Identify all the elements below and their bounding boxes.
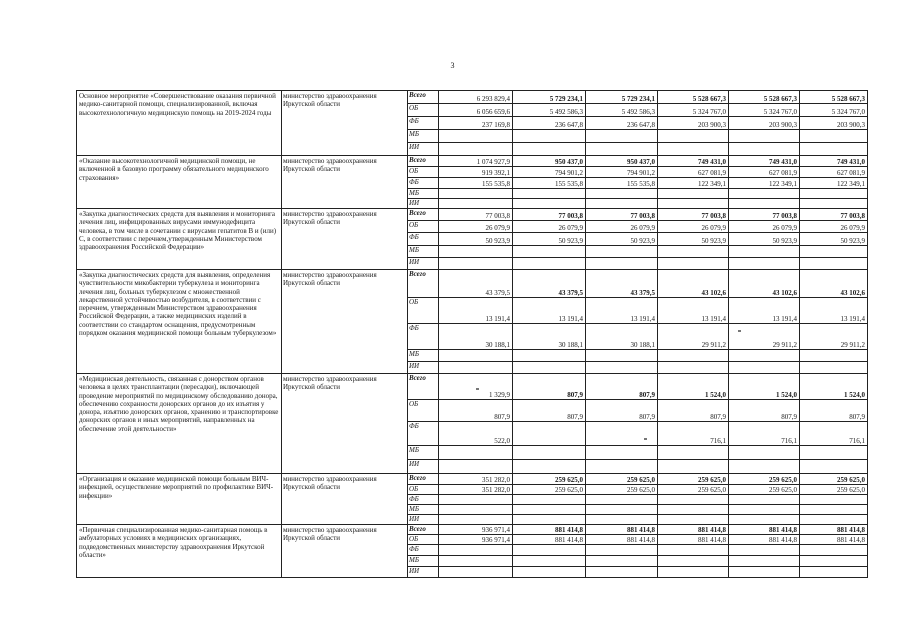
amount-cell: 259 625,0 (513, 485, 586, 495)
amount-cell: 259 625,0 (800, 485, 868, 495)
amount-cell (729, 505, 800, 515)
amount-cell: 807,9 (513, 374, 586, 400)
amount-cell: 50 923,9 (439, 233, 513, 246)
amount-cell (586, 505, 658, 515)
funding-source-ii: ИИ (408, 199, 439, 209)
amount-cell: 77 003,8 (729, 209, 800, 221)
amount-cell (513, 567, 586, 578)
amount-cell (658, 362, 729, 374)
funding-source-ob: ОБ (408, 298, 439, 324)
executor-cell: министерство здравоохранения Иркутской области (282, 209, 408, 270)
amount-cell: 43 102,6 (800, 270, 868, 298)
amount-cell: 881 414,8 (729, 535, 800, 545)
table-row (77, 525, 868, 535)
amount-cell: 13 191,4 (513, 298, 586, 324)
amount-cell (800, 199, 868, 209)
amount-cell (439, 143, 513, 156)
amount-cell: 26 079,9 (729, 221, 800, 233)
funding-source-ob: ОБ (408, 104, 439, 117)
table-row (77, 91, 868, 104)
amount-cell: 50 923,9 (800, 233, 868, 246)
activity-description: «Оказание высокотехнологичной медицинской помощи, не включенной в базовую программу обязательного медицинского страхования» (77, 156, 282, 209)
table-row (77, 474, 868, 485)
amount-cell: 749 431,0 (658, 156, 729, 167)
amount-cell (439, 446, 513, 460)
amount-cell: 881 414,8 (800, 535, 868, 545)
amount-cell (729, 143, 800, 156)
amount-cell (439, 258, 513, 270)
amount-cell: 259 625,0 (658, 485, 729, 495)
amount-cell: 122 349,1 (658, 178, 729, 189)
amount-cell (658, 515, 729, 525)
amount-cell (729, 258, 800, 270)
amount-cell: 203 900,3 (729, 117, 800, 130)
funding-source-total: Всего (408, 525, 439, 535)
amount-cell (658, 189, 729, 199)
amount-cell: 919 392,1 (439, 167, 513, 178)
funding-source-ob: ОБ (408, 167, 439, 178)
amount-cell: 1 524,0 (658, 374, 729, 400)
funding-source-ii: ИИ (408, 460, 439, 474)
activity-description: «Первичная специализированная медико-санитарная помощь в амбулаторных условиях в медицинских организациях, подведомственных министерству здравоохранения Иркутской области» (77, 525, 282, 578)
amount-cell: 50 923,9 (729, 233, 800, 246)
amount-cell (586, 350, 658, 362)
amount-cell: 155 535,8 (439, 178, 513, 189)
amount-cell: 155 535,8 (586, 178, 658, 189)
amount-cell: 5 729 234,1 (586, 91, 658, 104)
table-row (77, 156, 868, 167)
funding-source-mb: МБ (408, 505, 439, 515)
amount-cell (800, 246, 868, 258)
amount-cell: 807,9 (800, 400, 868, 422)
amount-cell: 236 647,8 (513, 117, 586, 130)
amount-cell: 936 971,4 (439, 525, 513, 535)
amount-cell: 26 079,9 (586, 221, 658, 233)
amount-cell (729, 567, 800, 578)
amount-cell: 5 528 667,3 (729, 91, 800, 104)
amount-cell (513, 460, 586, 474)
scan-speck (738, 330, 741, 332)
amount-cell: 794 901,2 (586, 167, 658, 178)
amount-cell: 351 282,0 (439, 474, 513, 485)
amount-cell: 236 647,8 (586, 117, 658, 130)
funding-source-ii: ИИ (408, 143, 439, 156)
amount-cell: 950 437,0 (513, 156, 586, 167)
amount-cell (513, 350, 586, 362)
amount-cell: 351 282,0 (439, 485, 513, 495)
amount-cell (513, 545, 586, 556)
amount-cell: 627 081,9 (729, 167, 800, 178)
amount-cell: 43 379,5 (586, 270, 658, 298)
amount-cell: 6 056 659,6 (439, 104, 513, 117)
scan-speck (476, 388, 479, 390)
funding-source-fb: ФБ (408, 324, 439, 350)
amount-cell (513, 515, 586, 525)
amount-cell: 122 349,1 (729, 178, 800, 189)
amount-cell (586, 460, 658, 474)
amount-cell: 43 379,5 (439, 270, 513, 298)
amount-cell: 29 911,2 (658, 324, 729, 350)
amount-cell: 29 911,2 (729, 324, 800, 350)
funding-source-ii: ИИ (408, 362, 439, 374)
funding-source-fb: ФБ (408, 178, 439, 189)
amount-cell (729, 246, 800, 258)
amount-cell: 5 729 234,1 (513, 91, 586, 104)
amount-cell: 1 329,9 (439, 374, 513, 400)
amount-cell (513, 189, 586, 199)
funding-source-mb: МБ (408, 556, 439, 567)
amount-cell: 26 079,9 (658, 221, 729, 233)
amount-cell: 881 414,8 (513, 535, 586, 545)
amount-cell: 881 414,8 (729, 525, 800, 535)
funding-source-fb: ФБ (408, 233, 439, 246)
amount-cell: 77 003,8 (586, 209, 658, 221)
amount-cell: 30 188,1 (439, 324, 513, 350)
amount-cell (729, 362, 800, 374)
page-number: 3 (450, 61, 455, 70)
amount-cell: 30 188,1 (586, 324, 658, 350)
amount-cell: 881 414,8 (513, 525, 586, 535)
amount-cell: 794 901,2 (513, 167, 586, 178)
amount-cell (586, 143, 658, 156)
amount-cell: 1 074 927,9 (439, 156, 513, 167)
amount-cell (658, 258, 729, 270)
amount-cell: 30 188,1 (513, 324, 586, 350)
amount-cell (800, 567, 868, 578)
executor-cell: министерство здравоохранения Иркутской области (282, 474, 408, 525)
amount-cell (729, 556, 800, 567)
amount-cell (586, 362, 658, 374)
amount-cell: 807,9 (729, 400, 800, 422)
amount-cell: 13 191,4 (729, 298, 800, 324)
funding-source-ob: ОБ (408, 485, 439, 495)
amount-cell (800, 556, 868, 567)
amount-cell (800, 130, 868, 143)
funding-source-total: Всего (408, 374, 439, 400)
executor-cell: министерство здравоохранения Иркутской области (282, 91, 408, 156)
amount-cell: 50 923,9 (658, 233, 729, 246)
amount-cell: 950 437,0 (586, 156, 658, 167)
funding-source-ii: ИИ (408, 258, 439, 270)
amount-cell: 807,9 (586, 374, 658, 400)
activity-description: Основное мероприятие «Совершенствование оказания первичной медико-санитарной помощи, специализированной, включая высокотехнологичную медицинскую помощь на 2019-2024 годы (77, 91, 282, 156)
amount-cell: 807,9 (513, 400, 586, 422)
funding-source-mb: МБ (408, 446, 439, 460)
amount-cell (586, 556, 658, 567)
budget-table (76, 90, 868, 578)
amount-cell: 716,1 (658, 422, 729, 446)
amount-cell (439, 515, 513, 525)
amount-cell: 43 102,6 (658, 270, 729, 298)
amount-cell: 881 414,8 (800, 525, 868, 535)
amount-cell (729, 460, 800, 474)
amount-cell (439, 556, 513, 567)
amount-cell: 716,1 (729, 422, 800, 446)
amount-cell: 50 923,9 (586, 233, 658, 246)
funding-source-fb: ФБ (408, 117, 439, 130)
funding-source-mb: МБ (408, 130, 439, 143)
amount-cell (513, 362, 586, 374)
amount-cell (658, 246, 729, 258)
funding-source-total: Всего (408, 270, 439, 298)
amount-cell: 259 625,0 (800, 474, 868, 485)
amount-cell (800, 143, 868, 156)
amount-cell (729, 350, 800, 362)
amount-cell (586, 199, 658, 209)
amount-cell (800, 446, 868, 460)
table-row (77, 209, 868, 221)
amount-cell (729, 189, 800, 199)
amount-cell: 749 431,0 (729, 156, 800, 167)
amount-cell: 77 003,8 (800, 209, 868, 221)
amount-cell (586, 515, 658, 525)
amount-cell: 259 625,0 (729, 485, 800, 495)
funding-source-mb: МБ (408, 350, 439, 362)
amount-cell: 807,9 (586, 400, 658, 422)
funding-source-ii: ИИ (408, 567, 439, 578)
amount-cell (586, 545, 658, 556)
executor-cell: министерство здравоохранения Иркутской области (282, 374, 408, 474)
amount-cell: 259 625,0 (586, 485, 658, 495)
table-row (77, 374, 868, 400)
amount-cell (658, 130, 729, 143)
funding-source-ob: ОБ (408, 535, 439, 545)
funding-source-mb: МБ (408, 246, 439, 258)
amount-cell (586, 567, 658, 578)
amount-cell (586, 246, 658, 258)
amount-cell: 5 324 767,0 (800, 104, 868, 117)
amount-cell (729, 446, 800, 460)
amount-cell: 13 191,4 (439, 298, 513, 324)
amount-cell: 26 079,9 (439, 221, 513, 233)
amount-cell (439, 246, 513, 258)
executor-cell: министерство здравоохранения Иркутской области (282, 270, 408, 374)
amount-cell: 5 528 667,3 (800, 91, 868, 104)
activity-description: «Организация и оказание медицинской помощи больным ВИЧ-инфекцией, осуществление мероприятий по профилактике ВИЧ-инфекции» (77, 474, 282, 525)
amount-cell: 936 971,4 (439, 535, 513, 545)
amount-cell: 259 625,0 (729, 474, 800, 485)
amount-cell (800, 545, 868, 556)
amount-cell: 155 535,8 (513, 178, 586, 189)
funding-source-ob: ОБ (408, 400, 439, 422)
amount-cell: 1 524,0 (729, 374, 800, 400)
table-row (77, 270, 868, 298)
activity-description: «Закупка диагностических средств для выявления и мониторинга лечения лиц, инфицированных вирусами иммунодефицита человека, в том числе в сочетании с вирусами гепатитов В и (или) С, в соответствии с перечнем,утвержденным Министерством здравоохранения Российской Федерации» (77, 209, 282, 270)
amount-cell: 13 191,4 (800, 298, 868, 324)
amount-cell (439, 199, 513, 209)
amount-cell (800, 460, 868, 474)
amount-cell: 13 191,4 (586, 298, 658, 324)
amount-cell (586, 258, 658, 270)
amount-cell: 807,9 (439, 400, 513, 422)
amount-cell: 259 625,0 (658, 474, 729, 485)
amount-cell: 881 414,8 (586, 535, 658, 545)
amount-cell (800, 189, 868, 199)
amount-cell (800, 495, 868, 505)
amount-cell (800, 362, 868, 374)
activity-description: «Медицинская деятельность, связанная с донорством органов человека в целях трансплантации (пересадки), включающей проведение мероприятий по медицинскому обследованию донора, обеспечению сохранности донорских органов до их изъятия у донора, изъятию донорских органов, хранению и транспортировке донорских органов и иных мероприятий, направленных на обеспечение этой деятельности» (77, 374, 282, 474)
amount-cell: 5 492 586,3 (586, 104, 658, 117)
activity-description: «Закупка диагностических средств для выявления, определения чувствительности микобактерии туберкулеза и мониторинга лечения лиц, больных туберкулезом с множественной лекарственной устойчивостью возбудителя, в соответствии с перечнем, утвержденным Министерством здравоохранения Российской Федерации, а также медицинских изделий в соответствии со стандартом оснащения, предусмотренным порядком оказания медицинской помощи больным туберкулезом» (77, 270, 282, 374)
funding-source-ii: ИИ (408, 515, 439, 525)
executor-cell: министерство здравоохранения Иркутской области (282, 525, 408, 578)
amount-cell: 5 492 586,3 (513, 104, 586, 117)
amount-cell (586, 446, 658, 460)
amount-cell (658, 567, 729, 578)
amount-cell: 881 414,8 (658, 525, 729, 535)
amount-cell (513, 495, 586, 505)
amount-cell (439, 545, 513, 556)
amount-cell: 77 003,8 (658, 209, 729, 221)
amount-cell: 259 625,0 (513, 474, 586, 485)
amount-cell (513, 556, 586, 567)
amount-cell (513, 130, 586, 143)
amount-cell: 1 524,0 (800, 374, 868, 400)
amount-cell: 627 081,9 (658, 167, 729, 178)
funding-source-mb: МБ (408, 189, 439, 199)
amount-cell (439, 189, 513, 199)
amount-cell: 5 324 767,0 (658, 104, 729, 117)
amount-cell (729, 495, 800, 505)
funding-source-fb: ФБ (408, 545, 439, 556)
amount-cell (729, 515, 800, 525)
amount-cell: 716,1 (800, 422, 868, 446)
amount-cell (439, 505, 513, 515)
amount-cell: 77 003,8 (439, 209, 513, 221)
amount-cell: 26 079,9 (513, 221, 586, 233)
amount-cell: 881 414,8 (586, 525, 658, 535)
amount-cell: 13 191,4 (658, 298, 729, 324)
amount-cell (658, 505, 729, 515)
amount-cell (729, 130, 800, 143)
amount-cell (439, 362, 513, 374)
amount-cell (586, 189, 658, 199)
funding-source-total: Всего (408, 474, 439, 485)
amount-cell (513, 422, 586, 446)
amount-cell: 6 293 829,4 (439, 91, 513, 104)
amount-cell: 29 911,2 (800, 324, 868, 350)
funding-source-fb: ФБ (408, 422, 439, 446)
amount-cell: 50 923,9 (513, 233, 586, 246)
amount-cell (800, 350, 868, 362)
amount-cell: 749 431,0 (800, 156, 868, 167)
amount-cell (513, 505, 586, 515)
amount-cell: 203 900,3 (658, 117, 729, 130)
amount-cell: 237 169,8 (439, 117, 513, 130)
amount-cell (513, 258, 586, 270)
amount-cell: 26 079,9 (800, 221, 868, 233)
amount-cell (658, 350, 729, 362)
amount-cell (586, 495, 658, 505)
amount-cell: 5 528 667,3 (658, 91, 729, 104)
amount-cell: 259 625,0 (586, 474, 658, 485)
amount-cell (800, 258, 868, 270)
amount-cell: 5 324 767,0 (729, 104, 800, 117)
amount-cell (439, 495, 513, 505)
funding-source-ob: ОБ (408, 221, 439, 233)
amount-cell: 627 081,9 (800, 167, 868, 178)
scan-speck (644, 438, 647, 440)
amount-cell: 807,9 (658, 400, 729, 422)
amount-cell (586, 130, 658, 143)
amount-cell (658, 556, 729, 567)
funding-source-fb: ФБ (408, 495, 439, 505)
amount-cell (729, 199, 800, 209)
amount-cell (729, 545, 800, 556)
amount-cell (513, 143, 586, 156)
amount-cell (658, 495, 729, 505)
amount-cell (439, 130, 513, 143)
amount-cell: 881 414,8 (658, 535, 729, 545)
amount-cell (439, 567, 513, 578)
amount-cell (439, 460, 513, 474)
amount-cell: 77 003,8 (513, 209, 586, 221)
amount-cell (439, 350, 513, 362)
amount-cell (658, 545, 729, 556)
amount-cell: 43 102,6 (729, 270, 800, 298)
amount-cell: 522,0 (439, 422, 513, 446)
amount-cell (658, 460, 729, 474)
amount-cell (800, 515, 868, 525)
amount-cell (513, 446, 586, 460)
amount-cell (586, 422, 658, 446)
amount-cell (513, 246, 586, 258)
funding-source-total: Всего (408, 156, 439, 167)
amount-cell: 43 379,5 (513, 270, 586, 298)
amount-cell: 122 349,1 (800, 178, 868, 189)
funding-source-total: Всего (408, 91, 439, 104)
amount-cell (658, 143, 729, 156)
amount-cell (658, 199, 729, 209)
amount-cell (513, 199, 586, 209)
amount-cell (800, 505, 868, 515)
executor-cell: министерство здравоохранения Иркутской области (282, 156, 408, 209)
amount-cell: 203 900,3 (800, 117, 868, 130)
amount-cell (658, 446, 729, 460)
funding-source-total: Всего (408, 209, 439, 221)
